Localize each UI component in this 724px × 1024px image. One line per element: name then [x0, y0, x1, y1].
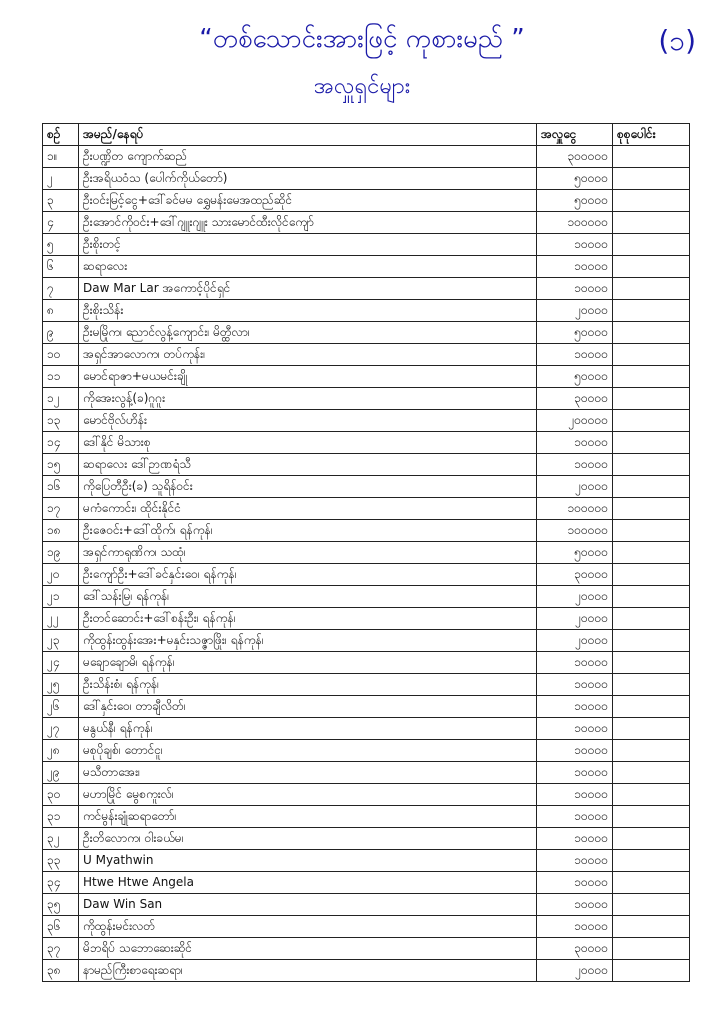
row-number: ၁၇ — [43, 498, 79, 520]
row-number: ၁၀ — [43, 344, 79, 366]
donation-amount: ၁၀၀၀၀၀ — [537, 498, 613, 520]
donation-amount: ၁၀၀၀၀ — [537, 344, 613, 366]
donor-name: မောင်ဗိုလ်ဟိန်း — [79, 410, 537, 432]
total-cell — [613, 762, 690, 784]
donation-amount: ၂၀၀၀၀ — [537, 300, 613, 322]
donation-amount: ၁၀၀၀၀ — [537, 432, 613, 454]
table-row — [43, 608, 690, 630]
column-header-no: စဉ် — [43, 124, 79, 146]
total-cell — [613, 476, 690, 498]
total-cell — [613, 586, 690, 608]
row-number: ၃၄ — [43, 872, 79, 894]
row-number: ၂၄ — [43, 652, 79, 674]
total-cell — [613, 432, 690, 454]
table-row — [43, 344, 690, 366]
table-row — [43, 938, 690, 960]
donor-name: U Myathwin — [79, 850, 537, 872]
donation-amount: ၁၀၀၀၀ — [537, 872, 613, 894]
total-cell — [613, 564, 690, 586]
table-row — [43, 322, 690, 344]
donor-name: Htwe Htwe Angela — [79, 872, 537, 894]
total-cell — [613, 234, 690, 256]
total-cell — [613, 256, 690, 278]
table-row — [43, 586, 690, 608]
table-row — [43, 894, 690, 916]
row-number: ၃ — [43, 190, 79, 212]
row-number: ၂၆ — [43, 696, 79, 718]
donor-name: ဆရာလေး — [79, 256, 537, 278]
table-row — [43, 212, 690, 234]
donation-amount: ၅၀၀၀၀ — [537, 366, 613, 388]
donation-amount: ၁၀၀၀၀ — [537, 894, 613, 916]
row-number: ၃၅ — [43, 894, 79, 916]
total-cell — [613, 696, 690, 718]
total-cell — [613, 872, 690, 894]
table-row — [43, 696, 690, 718]
donor-name: ဦးသိန်းစံ၊ ရန်ကုန်၊ — [79, 674, 537, 696]
donor-name: မဟာမြိုင် မွေစကူးလ်၊ — [79, 784, 537, 806]
total-cell — [613, 190, 690, 212]
donor-name: ကိုထွန်းထွန်းအေး+မနှင်းသဇ္ဇာဖြိုး၊ ရန်ကုန်၊ — [79, 630, 537, 652]
donation-amount: ၁၀၀၀၀ — [537, 278, 613, 300]
donor-name: မောင်ရာဇာ+မယမင်းချို — [79, 366, 537, 388]
table-row — [43, 740, 690, 762]
table-row — [43, 234, 690, 256]
donor-name: ဒေါ်သန်းမြ၊ ရန်ကုန်၊ — [79, 586, 537, 608]
table-row — [43, 916, 690, 938]
total-cell — [613, 542, 690, 564]
donation-amount: ၁၀၀၀၀ — [537, 740, 613, 762]
donation-amount: ၂၀၀၀၀ — [537, 586, 613, 608]
total-cell — [613, 718, 690, 740]
donation-amount: ၅၀၀၀၀ — [537, 542, 613, 564]
total-cell — [613, 146, 690, 168]
total-cell — [613, 454, 690, 476]
donation-amount: ၅၀၀၀၀ — [537, 168, 613, 190]
donor-name: ဦးစိုးသိန်း — [79, 300, 537, 322]
donation-amount: ၁၀၀၀၀၀ — [537, 520, 613, 542]
row-number: ၁၆ — [43, 476, 79, 498]
donation-amount: ၁၀၀၀၀ — [537, 674, 613, 696]
table-row — [43, 454, 690, 476]
table-row — [43, 784, 690, 806]
total-cell — [613, 366, 690, 388]
row-number: ၂၈ — [43, 740, 79, 762]
table-row — [43, 718, 690, 740]
table-header — [43, 124, 690, 146]
table-row — [43, 300, 690, 322]
donation-amount: ၁၀၀၀၀ — [537, 652, 613, 674]
row-number: ၁၂ — [43, 388, 79, 410]
total-cell — [613, 630, 690, 652]
donor-name: ဒေါ်နှင်းဝေ၊ တာချီလိတ်၊ — [79, 696, 537, 718]
total-cell — [613, 168, 690, 190]
total-cell — [613, 498, 690, 520]
table-row — [43, 828, 690, 850]
table-row — [43, 168, 690, 190]
table-row — [43, 432, 690, 454]
donation-amount: ၅၀၀၀၀ — [537, 190, 613, 212]
table-row — [43, 564, 690, 586]
donor-table — [42, 123, 690, 982]
total-cell — [613, 850, 690, 872]
row-number: ၂၁ — [43, 586, 79, 608]
total-cell — [613, 806, 690, 828]
table-row — [43, 410, 690, 432]
page-number: (၁) — [658, 24, 696, 57]
row-number: ၁၃ — [43, 410, 79, 432]
donation-amount: ၁၀၀၀၀ — [537, 916, 613, 938]
donation-amount: ၁၀၀၀၀ — [537, 784, 613, 806]
donor-name: နာမည်ကြီးစာရေးဆရာ၊ — [79, 960, 537, 982]
donor-name: ဦးပဏ္ဍိတ ကျောက်ဆည် — [79, 146, 537, 168]
row-number: ၃၈ — [43, 960, 79, 982]
donor-name: ဦးကျော်ဦး+ဒေါ်ခင်နှင်းဝေ၊ ရန်ကုန်၊ — [79, 564, 537, 586]
row-number: ၁။ — [43, 146, 79, 168]
row-number: ၁၁ — [43, 366, 79, 388]
total-cell — [613, 740, 690, 762]
row-number: ၂၂ — [43, 608, 79, 630]
donation-amount: ၂၀၀၀၀ — [537, 476, 613, 498]
table-row — [43, 476, 690, 498]
table-row — [43, 850, 690, 872]
donor-name: မနွယ်နီ၊ ရန်ကုန်၊ — [79, 718, 537, 740]
row-number: ၅ — [43, 234, 79, 256]
table-row — [43, 278, 690, 300]
donation-amount: ၅၀၀၀၀ — [537, 322, 613, 344]
total-cell — [613, 344, 690, 366]
donor-name: ဦးဝင်းမြင့်ငွေ+ဒေါ်ခင်မမ ရွှေမန်းမေအထည်ဆိုင် — [79, 190, 537, 212]
row-number: ၁၈ — [43, 520, 79, 542]
donor-name: ကိုအေးလွန့်(ခ)ဂူဂူး — [79, 388, 537, 410]
total-cell — [613, 410, 690, 432]
total-cell — [613, 388, 690, 410]
donation-amount: ၂၀၀၀၀ — [537, 960, 613, 982]
total-cell — [613, 784, 690, 806]
donation-amount: ၁၀၀၀၀ — [537, 850, 613, 872]
table-row — [43, 388, 690, 410]
total-cell — [613, 300, 690, 322]
total-cell — [613, 828, 690, 850]
donation-amount: ၁၀၀၀၀ — [537, 234, 613, 256]
total-cell — [613, 278, 690, 300]
table-body — [43, 146, 690, 982]
total-cell — [613, 652, 690, 674]
donor-name: ဒေါ်နိုင် မိသားစု — [79, 432, 537, 454]
total-cell — [613, 520, 690, 542]
donation-amount: ၃၀၀၀၀ — [537, 938, 613, 960]
donor-name: အရှင်ကာရုဏိက၊ သထုံ၊ — [79, 542, 537, 564]
table-row — [43, 630, 690, 652]
row-number: ၁၉ — [43, 542, 79, 564]
column-header-total: စုစုပေါင်း — [613, 124, 690, 146]
row-number: ၃၇ — [43, 938, 79, 960]
donor-name: ဦးတိလောက၊ ဝါးခယ်မ၊ — [79, 828, 537, 850]
donor-name: ဦးစိုးတင့် — [79, 234, 537, 256]
donation-amount: ၃၀၀၀၀ — [537, 564, 613, 586]
table-row — [43, 762, 690, 784]
donor-name: ဦးတင်ဆောင်း+ဒေါ်စန်းဦး၊ ရန်ကုန်၊ — [79, 608, 537, 630]
row-number: ၆ — [43, 256, 79, 278]
table-row — [43, 190, 690, 212]
row-number: ၈ — [43, 300, 79, 322]
total-cell — [613, 938, 690, 960]
row-number: ၇ — [43, 278, 79, 300]
table-row — [43, 498, 690, 520]
donation-amount: ၃၀၀၀၀၀ — [537, 146, 613, 168]
donation-amount: ၂၀၀၀၀ — [537, 630, 613, 652]
row-number: ၂၃ — [43, 630, 79, 652]
donor-name: Daw Mar Lar အကောင့်ပိုင်ရှင် — [79, 278, 537, 300]
donor-name: ဦးအရိယဝံသ (ပေါက်ကိုယ်တော်) — [79, 168, 537, 190]
table-row — [43, 256, 690, 278]
total-cell — [613, 322, 690, 344]
row-number: ၂၉ — [43, 762, 79, 784]
row-number: ၉ — [43, 322, 79, 344]
donor-name: အရှင်အာလောက၊ တပ်ကုန်း၊ — [79, 344, 537, 366]
donor-name: ဦးမမြိုက၊ ညောင်လွန့်ကျောင်း၊ မိတ္ထီလာ၊ — [79, 322, 537, 344]
donor-name: မကံကောင်း၊ ထိုင်းနိုင်ငံ — [79, 498, 537, 520]
donor-name: ဆရာလေး ဒေါ်ဉာဏရံသီ — [79, 454, 537, 476]
donation-amount: ၁၀၀၀၀ — [537, 454, 613, 476]
row-number: ၂၀ — [43, 564, 79, 586]
total-cell — [613, 894, 690, 916]
table-row — [43, 674, 690, 696]
donation-amount: ၁၀၀၀၀ — [537, 762, 613, 784]
donation-amount: ၁၀၀၀၀ — [537, 828, 613, 850]
row-number: ၃၀ — [43, 784, 79, 806]
total-cell — [613, 960, 690, 982]
row-number: ၂ — [43, 168, 79, 190]
table-row — [43, 872, 690, 894]
donation-amount: ၁၀၀၀၀ — [537, 718, 613, 740]
table-row — [43, 520, 690, 542]
total-cell — [613, 674, 690, 696]
column-header-amount: အလှူငွေ — [537, 124, 613, 146]
row-number: ၂၅ — [43, 674, 79, 696]
table-row — [43, 146, 690, 168]
row-number: ၃၆ — [43, 916, 79, 938]
row-number: ၁၅ — [43, 454, 79, 476]
row-number: ၄ — [43, 212, 79, 234]
page-title: “တစ်သောင်းအားဖြင့် ကုစားမည် ” — [199, 24, 525, 54]
header-row — [43, 124, 690, 146]
donation-amount: ၁၀၀၀၀၀ — [537, 212, 613, 234]
donor-name: မချောချောမိ၊ ရန်ကုန်၊ — [79, 652, 537, 674]
donation-amount: ၁၀၀၀၀ — [537, 806, 613, 828]
donor-name: ဦးဇေဝင်း+ဒေါ်ထိုက်၊ ရန်ကုန်၊ — [79, 520, 537, 542]
row-number: ၂၇ — [43, 718, 79, 740]
donor-name: ဦးအောင်ကိုဝင်း+ဒေါ်ဂျူးဂျူး သားမောင်ထီးလိုင်ကျော် — [79, 212, 537, 234]
donation-amount: ၂၀၀၀၀ — [537, 608, 613, 630]
row-number: ၃၂ — [43, 828, 79, 850]
table-row — [43, 806, 690, 828]
total-cell — [613, 608, 690, 630]
row-number: ၁၄ — [43, 432, 79, 454]
table-row — [43, 542, 690, 564]
donor-name: မိဘရိပ် သဘောဆေးဆိုင် — [79, 938, 537, 960]
donor-name: ကိုထွန်းမင်းလတ် — [79, 916, 537, 938]
total-cell — [613, 916, 690, 938]
donation-amount: ၁၀၀၀၀ — [537, 696, 613, 718]
table-row — [43, 960, 690, 982]
donor-name: မသီတာအေး၊ — [79, 762, 537, 784]
donor-name: ကိုပြေတီဦး(ခ) သူရိန်ဝင်း — [79, 476, 537, 498]
donation-amount: ၂၀၀၀၀၀ — [537, 410, 613, 432]
page-subtitle: အလှူရှင်များ — [313, 74, 411, 99]
total-cell — [613, 212, 690, 234]
donation-amount: ၃၀၀၀၀ — [537, 388, 613, 410]
column-header-name: အမည်/နေရပ် — [79, 124, 537, 146]
row-number: ၃၃ — [43, 850, 79, 872]
table-row — [43, 652, 690, 674]
donor-name: Daw Win San — [79, 894, 537, 916]
donor-name: မစုပိုချစ်၊ တောင်ငူ၊ — [79, 740, 537, 762]
table-row — [43, 366, 690, 388]
donor-name: ကင်မွန်းချုံဆရာတော်၊ — [79, 806, 537, 828]
donation-amount: ၁၀၀၀၀ — [537, 256, 613, 278]
row-number: ၃၁ — [43, 806, 79, 828]
